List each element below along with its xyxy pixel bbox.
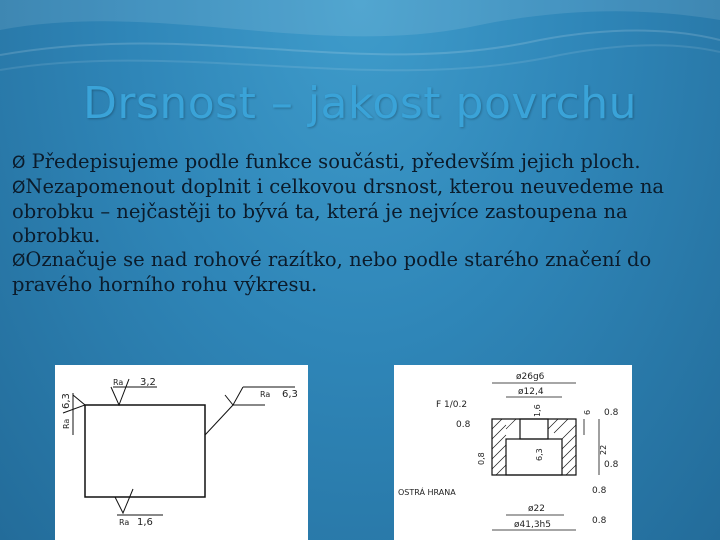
ra-value-left: 6,3 [61, 393, 72, 409]
roughness-value: 0.8 [592, 516, 607, 526]
bullet-list [12, 150, 712, 297]
ra-label-top: Ra [113, 378, 124, 387]
dim-bottom: ø41,3h5 [514, 520, 551, 530]
bullet-text: Nezapomenout doplnit i celkovou drsnost, kterou neuvedeme na obrobku – nejčastěji to bývá ta, která je nejvíce zastoupena na obrobku. [12, 175, 665, 247]
roughness-value: 0.8 [604, 408, 619, 418]
roughness-value: 0.8 [592, 486, 607, 496]
ra-label-left: Ra [62, 418, 71, 429]
roughness-symbol-bottom [115, 489, 163, 515]
bullet-arrow-icon: Ø [12, 178, 26, 198]
bullet-arrow-icon: Ø [12, 251, 26, 271]
part-outline [85, 405, 205, 497]
bullet-item [12, 248, 712, 297]
dim-top: ø26g6 [516, 372, 545, 382]
dim-mid: ø12,4 [518, 387, 544, 397]
ra-value-top: 3,2 [140, 377, 156, 388]
dim-vertical: 0,8 [477, 452, 486, 465]
hatching [492, 419, 576, 475]
bullet-item [12, 150, 712, 175]
edge-label: OSTRÁ HRANA [398, 488, 456, 497]
slide-title: Drsnost – jakost povrchu [82, 78, 637, 129]
bullet-text: Označuje se nad rohové razítko, nebo podle starého značení do pravého horního rohu výkresu. [12, 248, 652, 296]
dim-vertical: 1,6 [533, 404, 542, 417]
roughness-value: 0.8 [456, 420, 471, 430]
fillet-label: F 1/0.2 [436, 400, 468, 410]
dim-vertical: 22 [599, 444, 608, 455]
dim-bore: ø22 [528, 504, 545, 514]
roughness-value: 0.8 [604, 460, 619, 470]
bullet-item [12, 175, 712, 248]
bullet-arrow-icon: Ø [12, 153, 26, 173]
roughness-drawing-right [394, 365, 632, 540]
ra-value-right: 6,3 [282, 389, 298, 400]
dim-vertical: 6,3 [535, 448, 544, 461]
ra-label-bottom: Ra [119, 518, 130, 527]
dim-vertical: 6 [583, 409, 592, 415]
roughness-drawing-left [55, 365, 308, 540]
ra-value-bottom: 1,6 [137, 517, 153, 528]
dimension-lines [492, 383, 599, 530]
ra-label-right: Ra [260, 390, 271, 399]
bullet-text: Předepisujeme podle funkce součásti, především jejich ploch. [25, 150, 641, 173]
